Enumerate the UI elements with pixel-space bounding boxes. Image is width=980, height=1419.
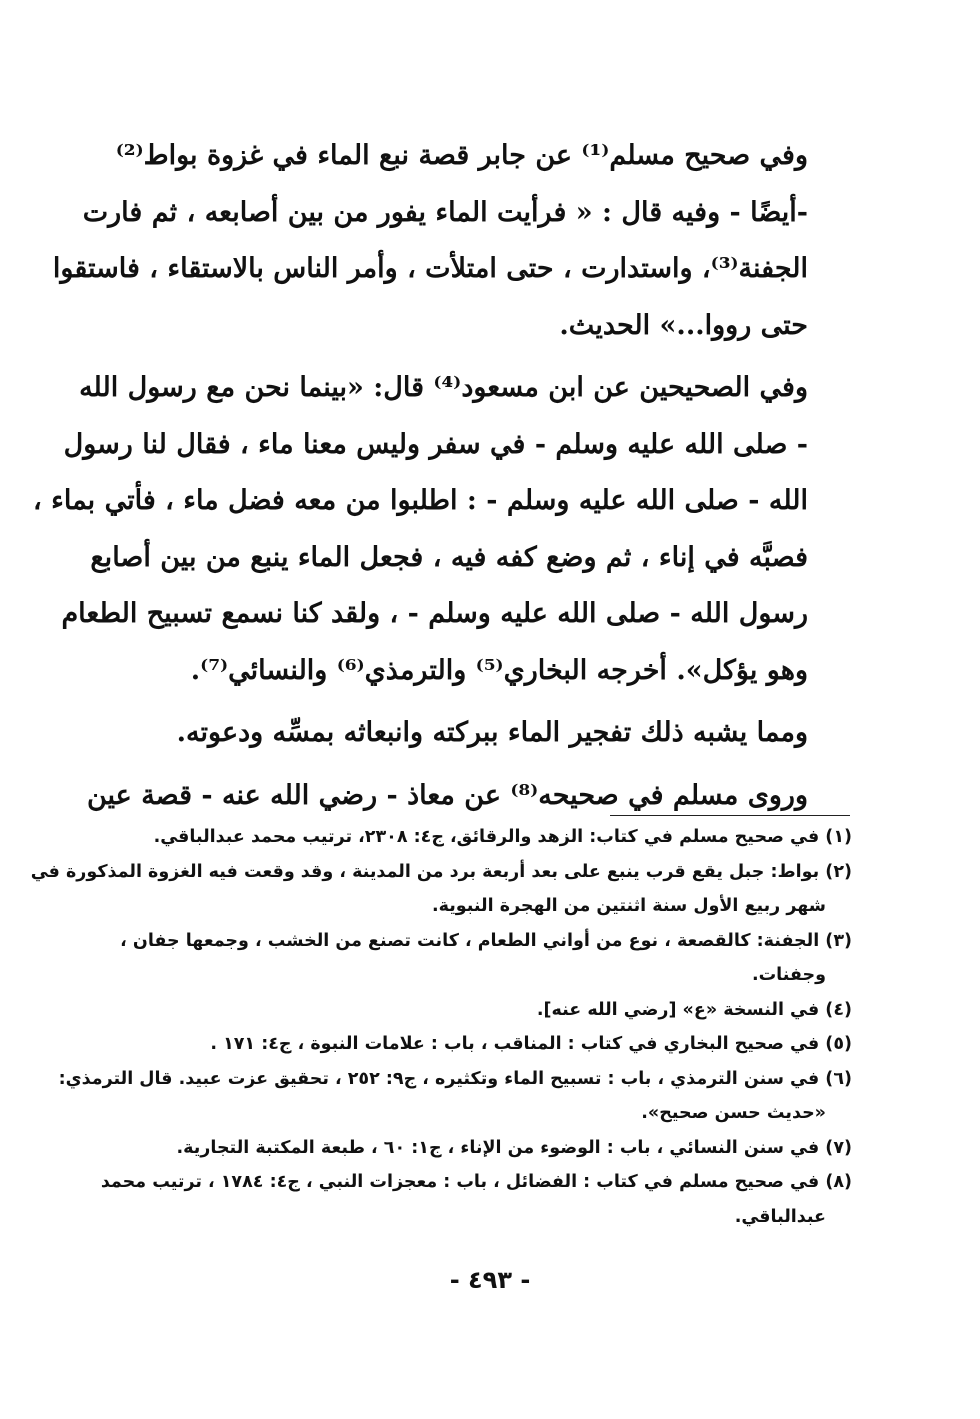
text-line: -أيضًا - وفيه قال : « فرأيت الماء يفور من بين أصابعه ، ثم فارت bbox=[82, 196, 808, 228]
footnote-2: (٢) بواط: جبل يقع قرب ينبع على بعد أربعة برد من المدينة ، وقد وقعت فيه الغزوة المذكورة في bbox=[30, 861, 852, 882]
paragraph-2 bbox=[33, 360, 852, 699]
footnote-6: (٦) في سنن الترمذي ، باب : تسبيح الماء وتكثيره ، ج٩: ٢٥٢ ، تحقيق عزت عبيد. قال الترمذي: bbox=[58, 1068, 852, 1089]
footnote-7: (٧) في سنن النسائي ، باب : الوضوء من الإناء ، ج١: ٦٠ ، طبعة المكتبة التجارية. bbox=[176, 1137, 852, 1158]
text-line: وفي الصحيحين عن ابن مسعود⁽⁴⁾ قال: «بينما نحن مع رسول الله bbox=[79, 372, 808, 403]
text-line: الله - صلى الله عليه وسلم - : اطلبوا من معه فضل ماء ، فأتي بماء ، bbox=[33, 485, 808, 516]
text-line: وفي صحيح مسلم⁽¹⁾ عن جابر قصة نبع الماء في غزوة بواط⁽²⁾ bbox=[115, 140, 808, 171]
page-number: - ٤٩٣ - bbox=[449, 1266, 531, 1294]
footnote-1: (١) في صحيح مسلم في كتاب: الزهد والرقائق، ج٤: ٢٣٠٨، ترتيب محمد عبدالباقي. bbox=[153, 827, 852, 847]
paragraph-3 bbox=[128, 705, 852, 762]
footnote-2-continued: شهر ربيع الأول سنة اثنتين من الهجرة النبوية. bbox=[431, 896, 826, 916]
paragraph-1 bbox=[52, 128, 852, 354]
text-line: حتى رووا...» الحديث. bbox=[559, 309, 808, 341]
text-line: وهو يؤكل». أخرجه البخاري⁽⁵⁾ والترمذي⁽⁶⁾ والنسائي⁽⁷⁾. bbox=[190, 654, 808, 686]
footnote-5: (٥) في صحيح البخاري في كتاب : المناقب ، باب : علامات النبوة ، ج٤: ١٧١ . bbox=[210, 1034, 852, 1054]
footnote-6-continued: «حديث حسن صحيح». bbox=[641, 1103, 826, 1123]
footnote-separator bbox=[610, 815, 850, 816]
main-text bbox=[33, 128, 852, 824]
text-line: وروى مسلم في صحيحه⁽⁸⁾ عن معاذ - رضي الله عنه - قصة عين bbox=[86, 779, 808, 811]
text-line: رسول الله - صلى الله عليه وسلم - ، ولقد كنا نسمع تسبيح الطعام bbox=[61, 598, 808, 629]
footnotes bbox=[30, 820, 852, 1234]
footnote-3-continued: وجفنات. bbox=[751, 965, 826, 985]
text-line: ومما يشبه ذلك تفجير الماء ببركته وانبعاثه بمسِّه ودعوته. bbox=[176, 717, 808, 748]
text-line: الجفنة⁽³⁾، واستدارت ، حتى امتلأت ، وأمر الناس بالاستقاء ، فاستقوا bbox=[52, 253, 808, 284]
footnote-8: (٨) في صحيح مسلم في كتاب : الفضائل ، باب : معجزات النبي ، ج٤: ١٧٨٤ ، ترتيب محمد bbox=[100, 1172, 852, 1192]
text-line: - صلى الله عليه وسلم - في سفر وليس معنا ماء ، فقال لنا رسول bbox=[63, 428, 808, 460]
text-line: فصبَّه في إناء ، ثم وضع كفه فيه ، فجعل الماء ينبع من بين أصابع bbox=[90, 541, 808, 573]
footnote-3: (٣) الجفنة: كالقصعة ، نوع من أواني الطعام ، كانت تصنع من الخشب ، وجمعها جفان ، bbox=[120, 930, 852, 951]
footnote-4: (٤) في النسخة «ع» [رضي الله عنه]. bbox=[536, 999, 852, 1020]
footnote-8-continued: عبدالباقي. bbox=[734, 1206, 826, 1227]
